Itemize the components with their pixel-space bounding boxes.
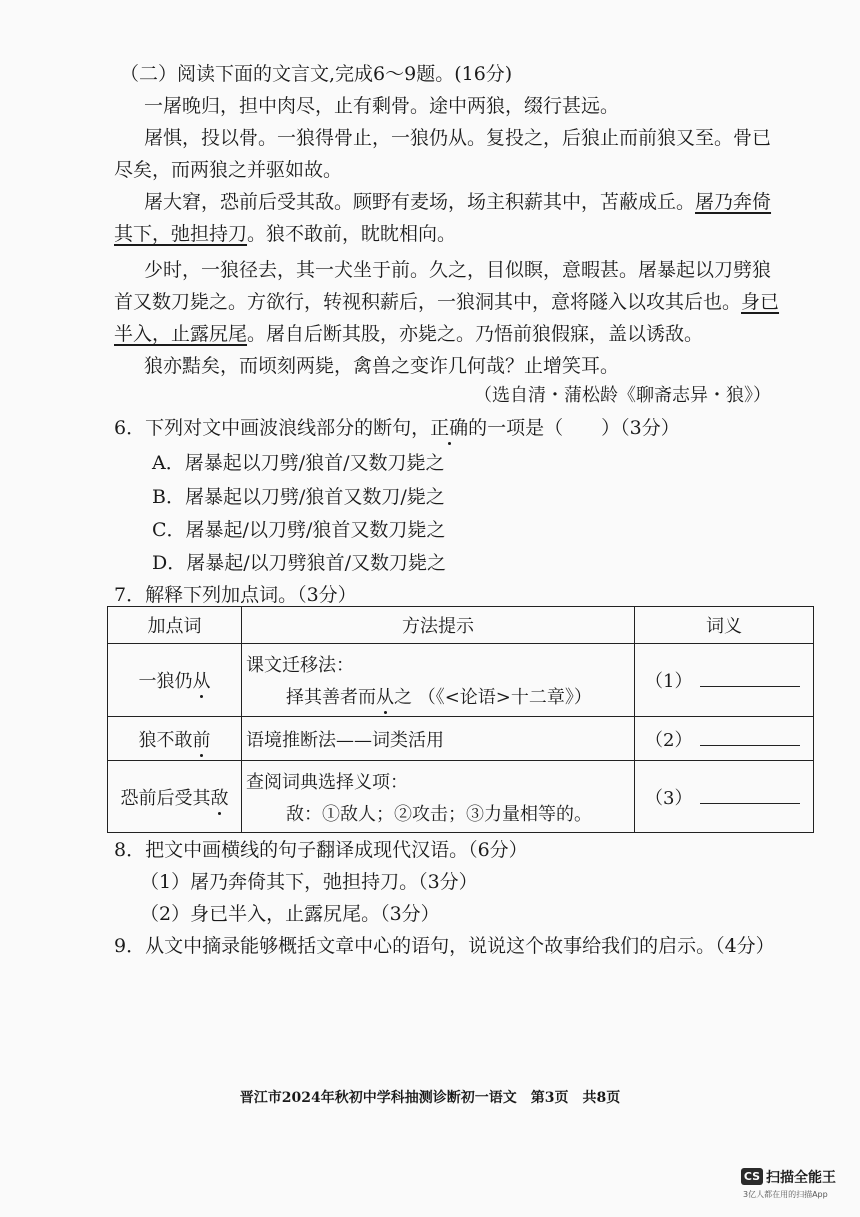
passage-source: （选自清・蒲松龄《聊斋志异・狼》） [474,385,771,406]
page-footer: 晋江市2024年秋初中学科抽测诊断初一语文 第3页 共8页 [239,1090,621,1106]
question-6-option-c: C．屠暴起/以刀劈/狼首又数刀毙之 [152,519,446,541]
hint-cell [242,761,635,833]
dotted-word: 敌 [210,787,229,809]
section-header: （二）阅读下面的文言文,完成6～9题。(16分) [120,63,513,85]
passage-paragraph-5: 狼亦黠矣，而顷刻两毙，禽兽之变诈几何哉？止增笑耳。 [144,355,620,377]
passage-paragraph-2-line-2: 尽矣，而两狼之并驱如故。 [114,159,343,181]
question-6-stem [114,416,680,440]
app-name: 扫描全能王 [766,1169,836,1186]
answer-cell[interactable] [635,717,814,761]
underlined-sentence-2-part-1: 身已 [741,291,780,313]
answer-label: （1） [645,671,693,692]
dotted-word-cell [108,717,242,761]
hint-line: 语境推断法——词类活用 [246,729,444,751]
table-row [108,717,814,761]
passage-paragraph-3-line-2 [114,222,456,246]
passage-text: 首又数刀毙之。方欲行，转视积薪后，一狼洞其中，意将隧入以攻其后也。 [114,291,742,313]
answer-blank[interactable] [700,787,800,804]
passage-paragraph-4-line-1: 少时，一狼径去，其一犬坐于前。久之，目似瞑，意暇甚。屠暴起以刀劈狼 [144,259,772,281]
answer-cell[interactable] [635,644,814,717]
answer-label: （3） [645,787,693,809]
question-6-option-a: A．屠暴起以刀劈/狼首/又数刀毙之 [152,452,445,474]
word-text: 恐前后受其 [120,787,211,809]
question-6-option-d: D．屠暴起/以刀劈狼首/又数刀毙之 [152,552,447,574]
header-cell: 方法提示 [242,607,635,644]
question-text: 6．下列对文中画波浪线部分的断句， [114,417,431,439]
hint-line [246,683,634,709]
hint-text: 之 （《<论语>十二章》） [394,687,592,708]
table-row [108,644,814,717]
passage-paragraph-1: 一屠晚归，担中肉尽，止有剩骨。途中两狼，缀行甚远。 [144,95,620,117]
passage-paragraph-2-line-1: 屠惧，投以骨。一狼得骨止，一狼仍从。复投之，后狼止而前狼又至。骨已 [144,127,772,149]
answer-blank[interactable] [700,729,800,746]
word-text: 狼不敢 [138,729,193,751]
underlined-sentence-1-part-2: 其下，弛担持刀 [114,223,248,245]
hint-text: 择其善者而 [286,687,376,708]
dotted-word: 正确 [430,417,469,439]
hint-line: 敌：①敌人；②攻击；③力量相等的。 [286,803,592,825]
passage-paragraph-4-line-2 [114,290,779,314]
answer-blank[interactable] [700,670,800,687]
table-row [108,761,814,833]
dotted-word-cell [108,761,242,833]
dotted-word: 从 [376,687,394,708]
answer-cell[interactable] [635,761,814,833]
passage-text: 屠大窘，恐前后受其敌。顾野有麦场，场主积薪其中，苫蔽成丘。 [144,191,696,213]
underlined-sentence-2-part-2: 半入，止露尻尾 [114,323,248,345]
scanner-watermark [741,1166,836,1199]
question-6-option-b: B．屠暴起以刀劈/狼首又数刀/毙之 [152,486,445,508]
passage-text: 。狼不敢前，眈眈相向。 [247,223,457,245]
dotted-word: 从 [192,671,211,692]
answer-label: （2） [645,729,693,751]
hint-cell [242,644,635,717]
hint-line: 课文迁移法： [246,655,354,676]
word-text: 一狼仍 [138,671,193,692]
header-cell: 加点词 [108,607,242,644]
question-7-stem: 7．解释下列加点词。（3分） [114,584,357,606]
passage-text: 。屠自后断其股，亦毙之。乃悟前狼假寐，盖以诱敌。 [247,323,704,345]
dotted-word: 前 [192,729,211,751]
hint-cell [242,717,635,761]
app-tagline: 3亿人都在用的扫描App [743,1190,828,1199]
app-logo-icon: CS [741,1168,763,1185]
question-7-table [107,606,814,833]
question-8-stem: 8．把文中画横线的句子翻译成现代汉语。（6分） [114,839,528,861]
question-text: 的一项是（ ）（3分） [468,417,680,439]
table-header-row [108,607,814,644]
passage-paragraph-3-line-1 [144,190,771,214]
header-cell: 词义 [635,607,814,644]
underlined-sentence-1-part-1: 屠乃奔倚 [695,191,772,213]
question-8-item-2: （2）身已半入，止露尻尾。（3分） [140,903,440,925]
hint-line: 查阅词典选择义项： [246,771,408,793]
question-8-item-1: （1）屠乃奔倚其下，弛担持刀。（3分） [140,871,478,893]
question-9-stem: 9．从文中摘录能够概括文章中心的语句，说说这个故事给我们的启示。（4分） [114,935,775,957]
dotted-word-cell [108,644,242,717]
passage-paragraph-4-line-3 [114,322,703,346]
